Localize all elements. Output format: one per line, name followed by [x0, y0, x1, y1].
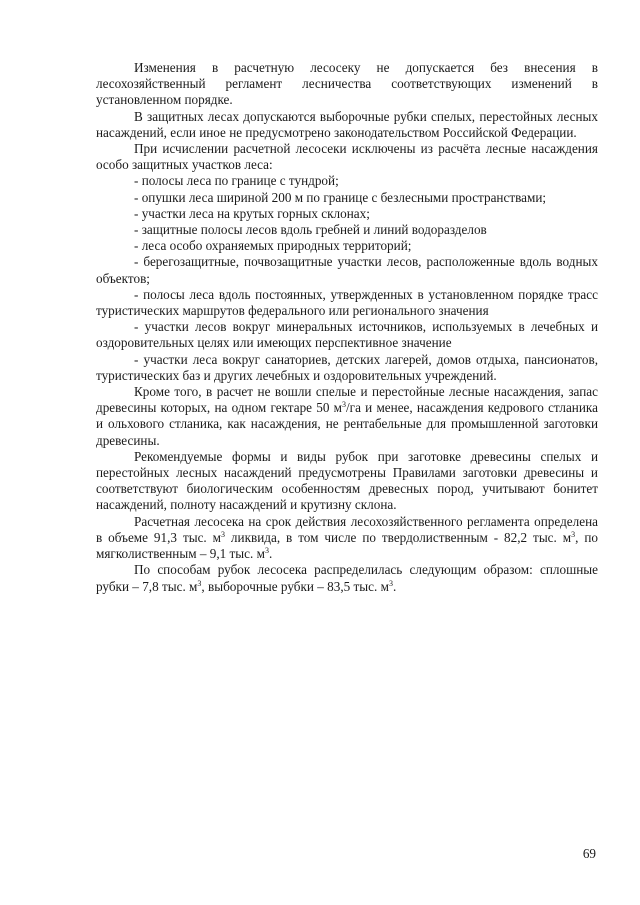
paragraph-exclusions-intro: При исчислении расчетной лесосеки исключены из расчёта лесные насаждения особо защитных участков леса: [96, 141, 598, 173]
list-item: - опушки леса шириной 200 м по границе с безлесными пространствами; [134, 189, 547, 205]
paragraph-cutting-methods [96, 562, 598, 594]
paragraph-protective-forests: В защитных лесах допускаются выборочные рубки спелых, перестойных лесных насаждений, если иное не предусмотрено законодательством Российской Федерации. [96, 108, 598, 140]
superscript: 3 [388, 578, 393, 588]
paragraph-excluded-stands [96, 384, 598, 449]
document-body [96, 60, 598, 595]
text-segment: , по мягколиственным – 9,1 тыс. м [96, 529, 598, 562]
text-segment: . [268, 546, 273, 562]
paragraph-recommended-cuttings: Рекомендуемые формы и виды рубок при заготовке древесины спелых и перестойных лесных насаждений предусмотрены Правилами заготовки древесины и соответствуют биологическим особенностям древесных пород, учитывают бонитет насаждений, полноту насаждений и крутизну склона. [96, 448, 598, 513]
superscript: 3 [342, 400, 347, 410]
superscript: 3 [571, 529, 576, 539]
list-item: - берегозащитные, почвозащитные участки лесов, расположенные вдоль водных объектов; [96, 254, 598, 286]
list-item: - полосы леса вдоль постоянных, утвержденных в установленном порядке трасс туристических маршрутов федерального или регионального значения [96, 286, 598, 319]
text-segment: Кроме того, в расчет не вошли спелые и перестойные лесные насаждения, запас древесины которых, на одном гектаре 50 м [96, 384, 598, 416]
list-item: - полосы леса по границе с тундрой; [134, 173, 339, 189]
superscript: 3 [221, 529, 225, 539]
paragraph-changes: Изменения в расчетную лесосеку не допускается без внесения в лесохозяйственный регламент лесничества соответствующих изменений в установленном порядке. [96, 60, 598, 108]
list-item: - защитные полосы лесов вдоль гребней и линий водоразделов [134, 222, 487, 238]
text-segment: . [392, 578, 397, 594]
superscript: 3 [264, 546, 269, 556]
paragraph-allowable-cut [96, 514, 598, 563]
text-segment: Расчетная лесосека на срок действия лесохозяйственного регламента определена в объеме 91,3 тыс. м [96, 513, 598, 545]
list-item: - участки леса вокруг санаториев, детских лагерей, домов отдыха, пансионатов, туристических баз и других лечебных и оздоровительных учреждений. [96, 351, 598, 383]
page-number: 69 [582, 846, 596, 861]
list-item: - участки лесов вокруг минеральных источников, используемых в лечебных и оздоровительных целях или имеющих перспективное значение [96, 319, 598, 351]
text-segment: ликвида, в том числе по твердолиственным - 82,2 тыс. м [225, 529, 572, 545]
list-item: - леса особо охраняемых природных территорий; [134, 238, 412, 254]
text-segment: , выборочные рубки – 83,5 тыс. м [201, 578, 389, 594]
superscript: 3 [197, 578, 202, 588]
text-segment: По способам рубок лесосека распределилась следующим образом: сплошные рубки – 7,8 тыс. м [96, 562, 598, 594]
text-segment: /га и менее, насаждения кедрового стланика и ольхового стланика, как насаждения, не рентабельные для промышленной заготовки древесины. [96, 400, 598, 448]
list-item: - участки леса на крутых горных склонах; [134, 205, 370, 221]
